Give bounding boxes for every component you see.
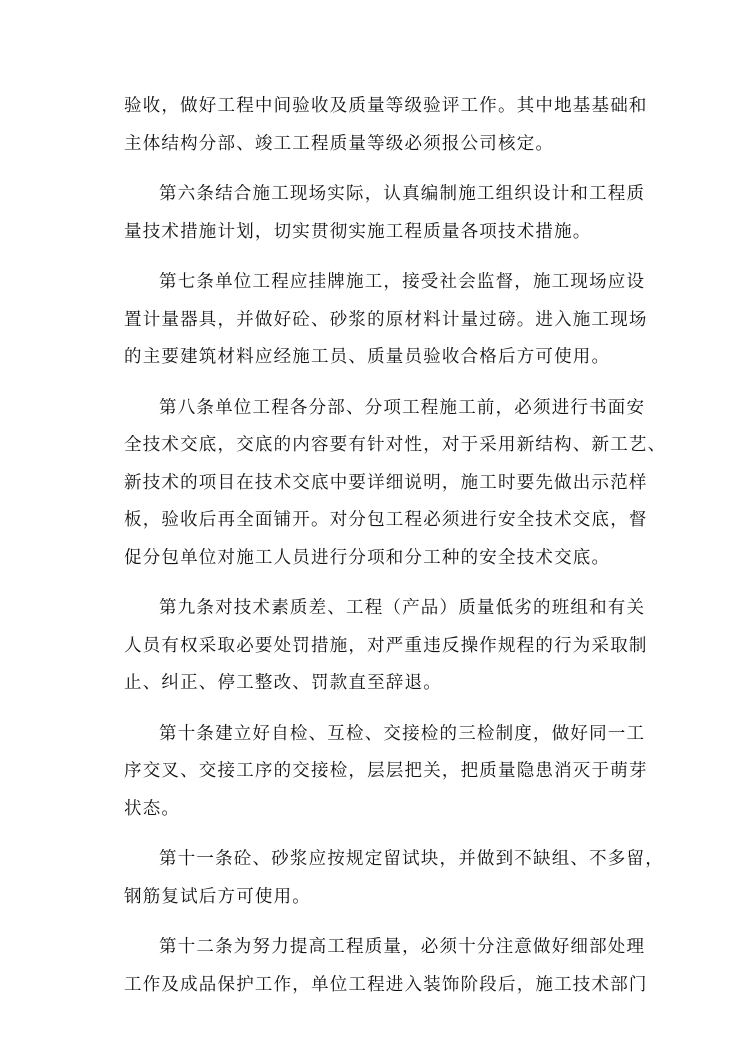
text-line: 新技术的项目在技术交底中要详细说明，施工时要先做出示范样 (124, 472, 648, 493)
paragraph-article-7 (124, 264, 648, 377)
text-line: 第十二条为努力提高工程质量，必须十分注意做好细部处理 (159, 937, 646, 957)
text-line: 量技术措施计划，切实贯彻实施工程质量各项技术措施。 (124, 221, 592, 242)
text-line: 第七条单位工程应挂牌施工，接受社会监督，施工现场应设 (159, 272, 646, 292)
text-line: 第九条对技术素质差、工程（产品）质量低劣的班组和有关 (159, 598, 646, 618)
text-line: 状态。 (124, 798, 181, 819)
text-line: 主体结构分部、竣工工程质量等级必须报公司核定。 (124, 133, 555, 154)
paragraph-article-6 (124, 176, 646, 251)
text-line: 板，验收后再全面铺开。对分包工程必须进行安全技术交底，督 (124, 510, 648, 530)
text-line: 第八条单位工程各分部、分项工程施工前，必须进行书面安 (159, 397, 646, 418)
text-line: 验收，做好工程中间验收及质量等级验评工作。其中地基基础和 (124, 96, 648, 116)
text-line: 第六条结合施工现场实际，认真编制施工组织设计和工程质 (159, 184, 646, 204)
text-line: 促分包单位对施工人员进行分项和分工种的安全技术交底。 (124, 547, 611, 568)
text-line: 的主要建筑材料应经施工员、质量员验收合格后方可使用。 (124, 347, 611, 367)
text-line: 第十一条砼、砂浆应按规定留试块，并做到不缺组、不多留， (159, 849, 664, 869)
text-line: 全技术交底，交底的内容要有针对性，对于采用新结构、新工艺、 (124, 435, 667, 455)
text-line: 序交叉、交接工序的交接检，层层把关，把质量隐患消灭于萌芽 (124, 761, 648, 781)
text-line: 置计量器具，并做好砼、砂浆的原材料计量过磅。进入施工现场 (124, 309, 648, 330)
text-line: 钢筋复试后方可使用。 (124, 886, 311, 907)
paragraph-article-9 (124, 590, 648, 703)
paragraph-article-11 (124, 841, 664, 916)
text-line: 工作及成品保护工作，单位工程进入装饰阶段后，施工技术部门 (124, 974, 648, 995)
paragraph-article-12 (124, 929, 648, 1004)
paragraph-article-8 (124, 390, 667, 578)
paragraph-acceptance (124, 88, 648, 163)
paragraph-article-10 (124, 716, 648, 829)
text-line: 第十条建立好自检、互检、交接检的三检制度，做好同一工 (159, 723, 646, 744)
document-body (124, 88, 667, 1017)
text-line: 人员有权采取必要处罚措施，对严重违反操作规程的行为采取制 (124, 635, 648, 656)
text-line: 止、纠正、停工整改、罚款直至辞退。 (124, 673, 442, 693)
